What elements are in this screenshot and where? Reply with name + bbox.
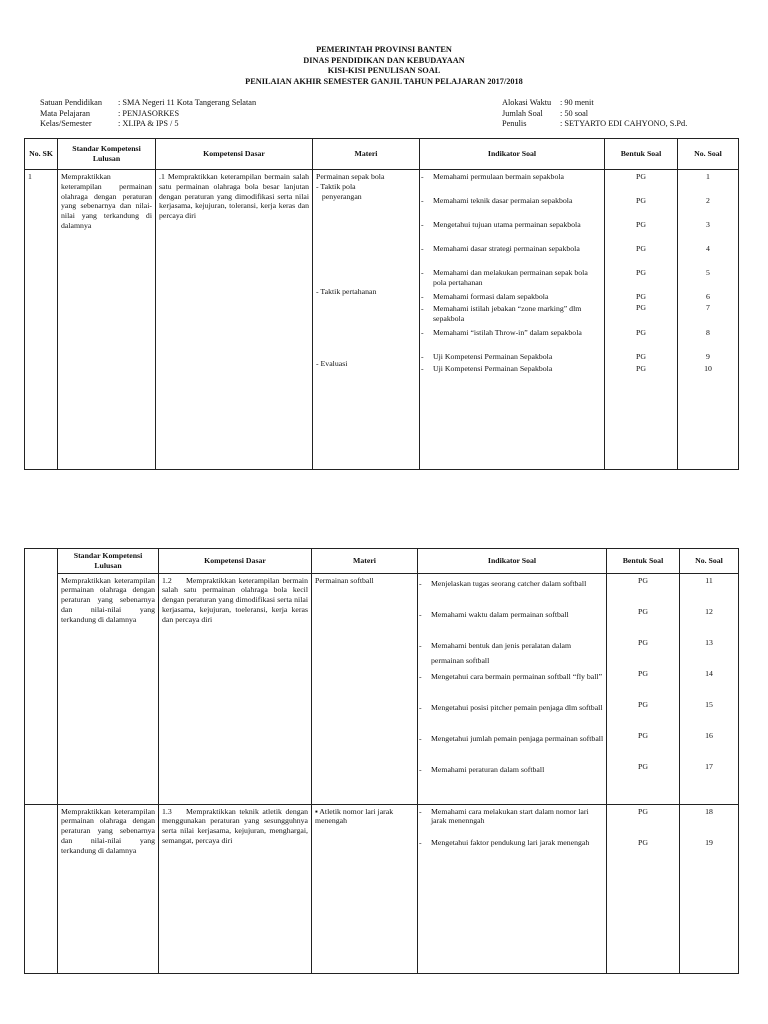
kompetensi-dasar-cell [159,573,312,804]
no-soal-item: 16 [705,730,713,740]
bullet-dash: - [421,352,424,361]
bentuk-item: PG [638,668,648,678]
header-bentuk-soal: Bentuk Soal [607,549,680,574]
kisi-kisi-table-1 [24,138,739,470]
indikator-item: Memahami peraturan dalam softball [431,764,545,774]
materi-cell: ▪ Atletik nomor lari jarak menengah [312,804,418,973]
materi-item: - Evaluasi [316,359,348,368]
bullet-dash: - [421,196,424,205]
info-right [502,98,687,130]
no-soal-item: 3 [706,220,710,229]
no-soal-item: 8 [706,328,710,337]
indikator-item: Memahami cara melakukan start dalam nomor lari jarak menenngah [431,806,589,826]
no-soal-item: 2 [706,196,710,205]
no-soal-cell [680,573,739,804]
bentuk-item: PG [638,806,648,816]
indikator-item: Memahami permulaan bermain sepakbola [433,172,564,181]
info-value: : XI.IPA & IPS / 5 [118,119,179,128]
header-indikator-soal: Indikator Soal [420,139,605,170]
materi-item: - Taktik pola [316,182,356,191]
indikator-item: Memahami formasi dalam sepakbola [433,292,549,301]
kd-number: 1.3 [162,806,172,816]
indikator-item: Mengetahui faktor pendukung lari jarak menengah [431,837,590,847]
bentuk-item: PG [638,837,648,847]
row-number-blank [25,573,58,804]
no-soal-cell [678,170,739,470]
header-line-2: DINAS PENDIDIKAN DAN KEBUDAYAAN [303,55,465,65]
no-soal-item: 14 [705,668,713,678]
indikator-item: Memahami “istilah Throw-in” dalam sepakbola [433,328,582,337]
header-materi: Materi [312,549,418,574]
bentuk-soal-cell [607,573,680,804]
bullet-dash: - [421,244,424,253]
document-header [0,45,768,87]
no-soal-item: 11 [705,575,713,585]
bullet-dash: - [421,220,424,229]
table-header-row [25,549,739,574]
header-blank [25,549,58,574]
bullet-dash: - [421,268,424,277]
bentuk-item: PG [638,699,648,709]
kd-text: Mempraktikkan teknik atletik dengan menggunakan peraturan yang sesungguhnya serta nilai kerjasama, kejujuran, menghargai, semangat, percaya diri [162,806,308,845]
info-label: Kelas/Semester [40,119,92,128]
info-value: : 90 menit [560,98,594,107]
standar-kompetensi-cell: Mempraktikkan keterampilan permainan olahraga dengan peraturan yang sebenarnya dan nilai-nilai yang terkandung di dalamnya [58,804,159,973]
bullet-dash: - [419,578,422,588]
no-soal-cell [680,804,739,973]
materi-item: penyerangan [316,192,362,201]
bullet-dash: - [419,806,422,816]
header-no-soal: No. Soal [680,549,739,574]
indikator-item: Uji Kompetensi Permainan Sepakbola [433,364,553,373]
header-indikator-soal: Indikator Soal [418,549,607,574]
no-soal-item: 19 [705,837,713,847]
header-no-sk: No. SK [25,139,58,170]
bullet-dash: - [419,733,422,743]
kisi-kisi-table-2 [24,548,739,974]
bentuk-soal-cell [607,804,680,973]
bentuk-item: PG [636,244,646,253]
bullet-dash: - [419,702,422,712]
indikator-cell [420,170,605,470]
indikator-item: Uji Kompetensi Permainan Sepakbola [433,352,553,361]
bullet-dash: - [419,837,422,847]
table-row [25,573,739,804]
bentuk-item: PG [636,196,646,205]
header-kompetensi-dasar: Kompetensi Dasar [159,549,312,574]
bentuk-item: PG [636,268,646,277]
header-line-1: PEMERINTAH PROVINSI BANTEN [316,45,452,54]
bentuk-item: PG [636,292,646,301]
materi-cell: Permainan softball [312,573,418,804]
info-label: Mata Pelajaran [40,108,90,118]
no-soal-item: 7 [706,303,710,312]
kd-text: Mempraktikkan keterampilan bermain salah satu permainan olahraga bola kecil dengan peraturan yang dimodifikasi serta nilai kerjasama, kejujuran, toeleransi, kerja keras dan percaya diri [162,575,308,624]
standar-kompetensi-cell: Mempraktikkan keterampilan permainan olahraga dengan peraturan yang sebenarnya dan nilai-nilai yang terkandung di dalamnya [58,170,156,470]
indikator-item: Mengetahui posisi pitcher pemain penjaga dlm softball [431,702,603,712]
table-row [25,170,739,470]
no-soal-item: 18 [705,806,713,816]
kompetensi-dasar-cell: .1 Mempraktikkan keterampilan bermain salah satu permainan olahraga bola besar lanjutan dengan peraturan yang dimodifikasi serta nilai kerjasama, kejujuran, toleransi, kerja keras dan percaya diri [156,170,313,470]
indikator-item: Memahami bentuk dan jenis peralatan dalam permainan softball [431,640,572,666]
bentuk-item: PG [636,352,646,361]
bentuk-item: PG [636,172,646,181]
standar-kompetensi-cell: Mempraktikkan keterampilan permainan olahraga dengan peraturan yang sebenarnya dan nilai-nilai yang terkandung di dalamnya [58,573,159,804]
header-line-4: PENILAIAN AKHIR SEMESTER GANJIL TAHUN PELAJARAN 2017/2018 [245,76,523,86]
bentuk-item: PG [636,328,646,337]
no-soal-item: 4 [706,244,710,253]
bullet-dash: - [421,328,424,337]
indikator-cell [418,573,607,804]
no-soal-item: 12 [705,606,713,616]
no-soal-item: 10 [704,364,712,373]
info-label: Satuan Pendidikan [40,98,102,107]
bullet-dash: - [419,640,422,650]
info-label: Alokasi Waktu [502,98,552,107]
bullet-dash: - [421,304,424,313]
indikator-item: Memahami dasar strategi permainan sepakbola [433,244,580,253]
indikator-cell [418,804,607,973]
kompetensi-dasar-cell [159,804,312,973]
kd-number: 1.2 [162,575,172,585]
header-standar-kompetensi: Standar Kompetensi Lulusan [58,139,156,170]
bentuk-item: PG [638,637,648,647]
info-value: : 50 soal [560,108,589,118]
bentuk-item: PG [638,730,648,740]
header-line-3: KISI-KISI PENULISAN SOAL [327,66,441,75]
indikator-item: Memahami teknik dasar permaian sepakbola [433,196,573,205]
indikator-item: Mengetahui jumlah pemain penjaga permainan softball [431,733,604,743]
bentuk-item: PG [636,303,646,312]
header-no-soal: No. Soal [678,139,739,170]
no-soal-item: 5 [706,268,710,277]
no-soal-item: 6 [706,292,710,301]
bullet-dash: - [419,671,422,681]
row-number-blank [25,804,58,973]
bullet-dash: - [421,172,424,181]
materi-item: Permainan sepak bola [316,172,385,181]
no-soal-item: 9 [706,352,710,361]
bentuk-item: PG [638,575,648,585]
bentuk-soal-cell [605,170,678,470]
header-standar-kompetensi: Standar Kompetensi Lulusan [58,549,159,574]
materi-item: - Taktik pertahanan [316,287,377,296]
bullet-dash: - [421,364,424,373]
materi-cell [313,170,420,470]
bullet-dash: - [419,764,422,774]
info-left [40,98,256,130]
bentuk-item: PG [638,606,648,616]
info-value: : PENJASORKES [118,108,180,118]
header-kompetensi-dasar: Kompetensi Dasar [156,139,313,170]
indikator-item: Mengetahui tujuan utama permainan sepakbola [433,220,581,229]
no-soal-item: 15 [705,699,713,709]
info-value: : SETYARTO EDI CAHYONO, S.Pd. [560,119,688,128]
info-label: Penulis [502,119,527,128]
table-header-row [25,139,739,170]
bentuk-item: PG [636,220,646,229]
no-soal-item: 17 [705,761,713,771]
indikator-item: Memahami istilah jebakan “zone marking” dlm sepakbola [433,304,582,323]
bentuk-item: PG [638,761,648,771]
header-materi: Materi [313,139,420,170]
no-soal-item: 13 [705,637,713,647]
table-row [25,804,739,973]
info-label: Jumlah Soal [502,108,543,118]
indikator-item: Mengetahui cara bermain permainan softball “fly ball” [431,671,603,681]
info-value: : SMA Negeri 11 Kota Tangerang Selatan [118,98,257,107]
row-number: 1 [25,170,58,470]
bentuk-item: PG [636,364,646,373]
header-bentuk-soal: Bentuk Soal [605,139,678,170]
indikator-item: Memahami waktu dalam permainan softball [431,609,569,619]
bullet-dash: - [419,609,422,619]
indikator-item: Memahami dan melakukan permainan sepak bola pola pertahanan [433,268,588,287]
bullet-dash: - [421,292,424,301]
indikator-item: Menjelaskan tugas seorang catcher dalam softball [431,578,587,588]
no-soal-item: 1 [706,172,710,181]
